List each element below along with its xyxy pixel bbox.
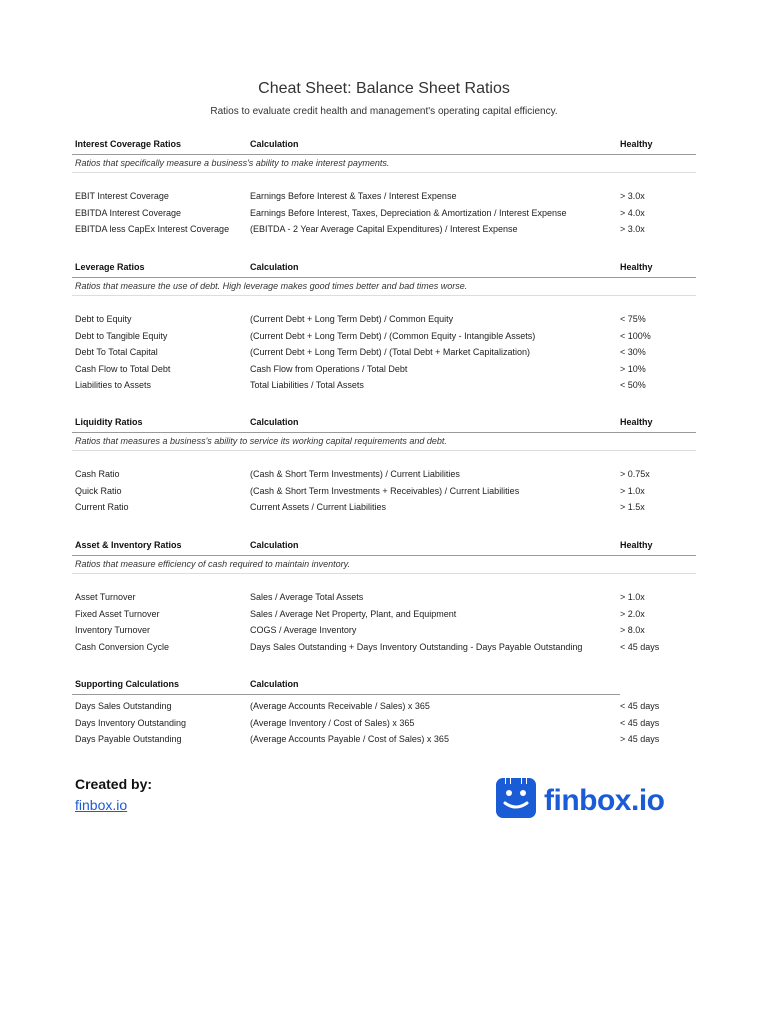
ratio-healthy: < 45 days (620, 641, 660, 652)
section-title: Interest Coverage Ratios (75, 139, 182, 149)
table-row (72, 189, 696, 206)
liquidity-section (72, 414, 696, 517)
table-row (72, 467, 696, 484)
ratio-healthy: < 75% (620, 314, 646, 324)
ratio-calculation: Sales / Average Total Assets (250, 592, 364, 602)
table-row (72, 623, 696, 640)
table-row (72, 222, 696, 239)
section-title: Liquidity Ratios (75, 417, 143, 427)
ratio-healthy: > 1.5x (620, 502, 645, 513)
table-row (72, 699, 696, 716)
leverage-section (72, 259, 696, 395)
ratio-name: Days Inventory Outstanding (75, 717, 187, 728)
section-title: Supporting Calculations (75, 679, 180, 689)
ratio-calculation: (Cash & Short Term Investments) / Current Liabilities (250, 469, 460, 479)
section-header (72, 414, 696, 433)
ratio-calculation: Current Assets / Current Liabilities (250, 502, 387, 513)
ratio-name: Quick Ratio (75, 485, 122, 496)
calculation-header: Calculation (250, 262, 299, 272)
table-row (72, 640, 696, 657)
ratio-calculation: (EBITDA - 2 Year Average Capital Expenditures) / Interest Expense (250, 224, 518, 235)
interest-coverage-section (72, 136, 696, 239)
ratio-name: Days Payable Outstanding (75, 734, 182, 745)
ratio-name: EBITDA Interest Coverage (75, 207, 182, 218)
ratio-healthy: > 4.0x (620, 207, 645, 218)
ratio-name: Debt to Tangible Equity (75, 330, 168, 341)
calculation-header: Calculation (250, 417, 299, 427)
calculation-header: Calculation (250, 679, 299, 689)
finbox-link[interactable]: finbox.io (75, 797, 128, 813)
table-row (72, 732, 696, 749)
ratio-healthy: < 30% (620, 347, 646, 358)
ratio-calculation: Sales / Average Net Property, Plant, and Equipment (250, 608, 457, 619)
section-title: Leverage Ratios (75, 262, 145, 272)
table-row (72, 329, 696, 346)
ratio-calculation: Earnings Before Interest, Taxes, Depreciation & Amortization / Interest Expense (250, 207, 567, 218)
section-header (72, 537, 696, 556)
ratio-healthy: > 2.0x (620, 608, 645, 619)
ratio-name: Debt To Total Capital (75, 347, 158, 358)
ratio-healthy: < 45 days (620, 717, 660, 728)
section-description: Ratios that specifically measure a business's ability to make interest payments. (72, 155, 696, 173)
table-row (72, 345, 696, 362)
ratio-calculation: (Current Debt + Long Term Debt) / (Total Debt + Market Capitalization) (250, 347, 530, 358)
healthy-header: Healthy (620, 417, 653, 427)
ratio-calculation: (Cash & Short Term Investments + Receivables) / Current Liabilities (250, 485, 520, 496)
ratio-calculation: (Current Debt + Long Term Debt) / (Common Equity - Intangible Assets) (250, 330, 536, 341)
page-title: Cheat Sheet: Balance Sheet Ratios (258, 80, 510, 97)
asset-inventory-section (72, 537, 696, 656)
table-row (72, 590, 696, 607)
ratio-name: Liabilities to Assets (75, 380, 152, 391)
finbox-robot-icon (494, 776, 538, 820)
ratio-healthy: > 1.0x (620, 592, 645, 602)
ratio-name: Cash Conversion Cycle (75, 641, 170, 652)
ratio-calculation: Total Liabilities / Total Assets (250, 380, 364, 391)
ratio-healthy: > 8.0x (620, 625, 645, 636)
table-row (72, 500, 696, 517)
ratio-calculation: (Average Inventory / Cost of Sales) x 365 (250, 717, 415, 728)
finbox-logo (494, 776, 694, 824)
section-header (72, 259, 696, 278)
ratio-healthy: < 45 days (620, 701, 660, 711)
supporting-calculations-section (72, 676, 696, 749)
ratio-calculation: (Average Accounts Payable / Cost of Sales) x 365 (250, 734, 449, 745)
ratio-name: Inventory Turnover (75, 625, 151, 636)
table-row (72, 206, 696, 223)
section-header (72, 676, 696, 694)
ratio-calculation: Days Sales Outstanding + Days Inventory Outstanding - Days Payable Outstanding (250, 641, 583, 652)
ratio-healthy: > 3.0x (620, 224, 645, 235)
finbox-logo-text: finbox.io (544, 784, 665, 817)
ratio-healthy: > 10% (620, 363, 646, 374)
ratio-healthy: < 50% (620, 380, 646, 391)
section-header (72, 136, 696, 155)
table-row (72, 607, 696, 624)
ratio-name: EBIT Interest Coverage (75, 191, 169, 201)
ratio-name: Asset Turnover (75, 592, 136, 602)
ratio-name: Fixed Asset Turnover (75, 608, 160, 619)
ratio-healthy: > 3.0x (620, 191, 645, 201)
table-row (72, 378, 696, 395)
ratio-healthy: > 0.75x (620, 469, 650, 479)
created-by-label: Created by: (75, 776, 153, 792)
ratio-name: EBITDA less CapEx Interest Coverage (75, 224, 230, 235)
healthy-header: Healthy (620, 139, 653, 149)
ratio-calculation: Earnings Before Interest & Taxes / Interest Expense (250, 191, 457, 201)
healthy-header: Healthy (620, 540, 653, 550)
ratio-calculation: Cash Flow from Operations / Total Debt (250, 363, 408, 374)
page-subtitle: Ratios to evaluate credit health and management's operating capital efficiency. (210, 106, 558, 117)
calculation-header: Calculation (250, 540, 299, 550)
table-row (72, 484, 696, 501)
ratio-name: Cash Ratio (75, 469, 120, 479)
table-row (72, 312, 696, 329)
ratio-name: Cash Flow to Total Debt (75, 363, 171, 374)
ratio-healthy: > 1.0x (620, 485, 645, 496)
ratio-calculation: (Current Debt + Long Term Debt) / Common Equity (250, 314, 454, 324)
table-row (72, 716, 696, 733)
ratio-name: Debt to Equity (75, 314, 132, 324)
ratio-calculation: COGS / Average Inventory (250, 625, 357, 636)
section-title: Asset & Inventory Ratios (75, 540, 182, 550)
calculation-header: Calculation (250, 139, 299, 149)
section-description: Ratios that measures a business's ability to service its working capital requirements and debt. (72, 433, 696, 451)
section-description: Ratios that measure efficiency of cash required to maintain inventory. (72, 556, 696, 574)
ratio-name: Current Ratio (75, 502, 129, 513)
ratio-healthy: > 45 days (620, 734, 660, 745)
ratio-name: Days Sales Outstanding (75, 701, 172, 711)
table-row (72, 362, 696, 379)
ratio-healthy: < 100% (620, 330, 651, 341)
ratio-calculation: (Average Accounts Receivable / Sales) x 365 (250, 701, 430, 711)
healthy-header: Healthy (620, 262, 653, 272)
section-description: Ratios that measure the use of debt. High leverage makes good times better and bad times worse. (72, 278, 696, 296)
